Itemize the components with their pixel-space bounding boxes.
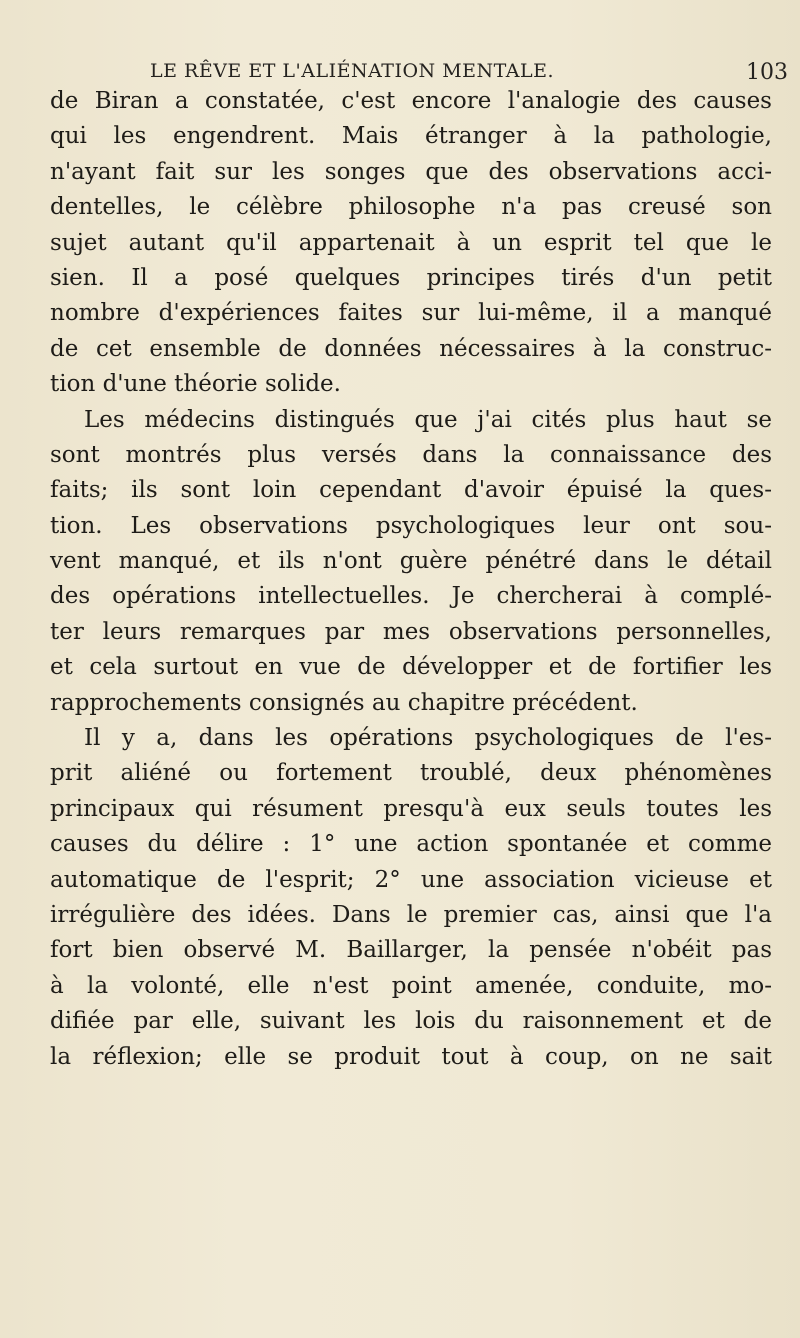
text-line: prit aliéné ou fortement troublé, deux phénomènes [50,760,772,787]
text-line: Il y a, dans les opérations psychologiques de l'es- [84,725,772,752]
text-line: à la volonté, elle n'est point amenée, conduite, mo- [50,972,772,999]
text-line: irrégulière des idées. Dans le premier cas, ainsi que l'a [50,901,772,928]
text-line: de Biran a constatée, c'est encore l'analogie des causes [50,88,772,114]
text-line: sien. Il a posé quelques principes tirés d'un petit [50,264,772,291]
body-text [50,84,772,1075]
text-line: la réflexion; elle se produit tout à coup, on ne sait [50,1043,772,1070]
text-line: sujet autant qu'il appartenait à un esprit tel que le [50,229,772,256]
text-line: vent manqué, et ils n'ont guère pénétré dans le détail [50,548,772,575]
text-line: fort bien observé M. Baillarger, la pensée n'obéit pas [50,937,772,964]
text-line: automatique de l'esprit; 2° une association vicieuse et [50,866,772,893]
text-line: et cela surtout en vue de développer et de fortifier les [50,654,772,681]
running-title: LE RÊVE ET L'ALIÉNATION MENTALE. [150,60,555,82]
text-line: sont montrés plus versés dans la connaissance des [50,441,772,468]
text-line: difiée par elle, suivant les lois du raisonnement et de [50,1008,772,1035]
text-line: ter leurs remarques par mes observations personnelles, [50,618,772,645]
text-line: tion d'une théorie solide. [50,371,341,398]
text-line: faits; ils sont loin cependant d'avoir épuisé la ques- [50,477,772,504]
text-line: dentelles, le célèbre philosophe n'a pas creusé son [50,194,772,221]
text-line: qui les engendrent. Mais étranger à la pathologie, [50,123,772,150]
text-line: Les médecins distingués que j'ai cités plus haut se [84,406,772,433]
text-line: causes du délire : 1° une action spontanée et comme [50,831,772,858]
text-line: tion. Les observations psychologiques leur ont sou- [50,512,772,539]
text-line: principaux qui résument presqu'à eux seuls toutes les [50,795,772,822]
text-line: des opérations intellectuelles. Je chercherai à complé- [50,583,772,610]
text-line: n'ayant fait sur les songes que des observations acci- [50,158,772,185]
text-line: nombre d'expériences faites sur lui-même, il a manqué [50,300,772,327]
text-line: de cet ensemble de données nécessaires à la construc- [50,335,772,362]
page-number: 103 [746,60,788,85]
text-line: rapprochements consignés au chapitre précédent. [50,689,638,716]
